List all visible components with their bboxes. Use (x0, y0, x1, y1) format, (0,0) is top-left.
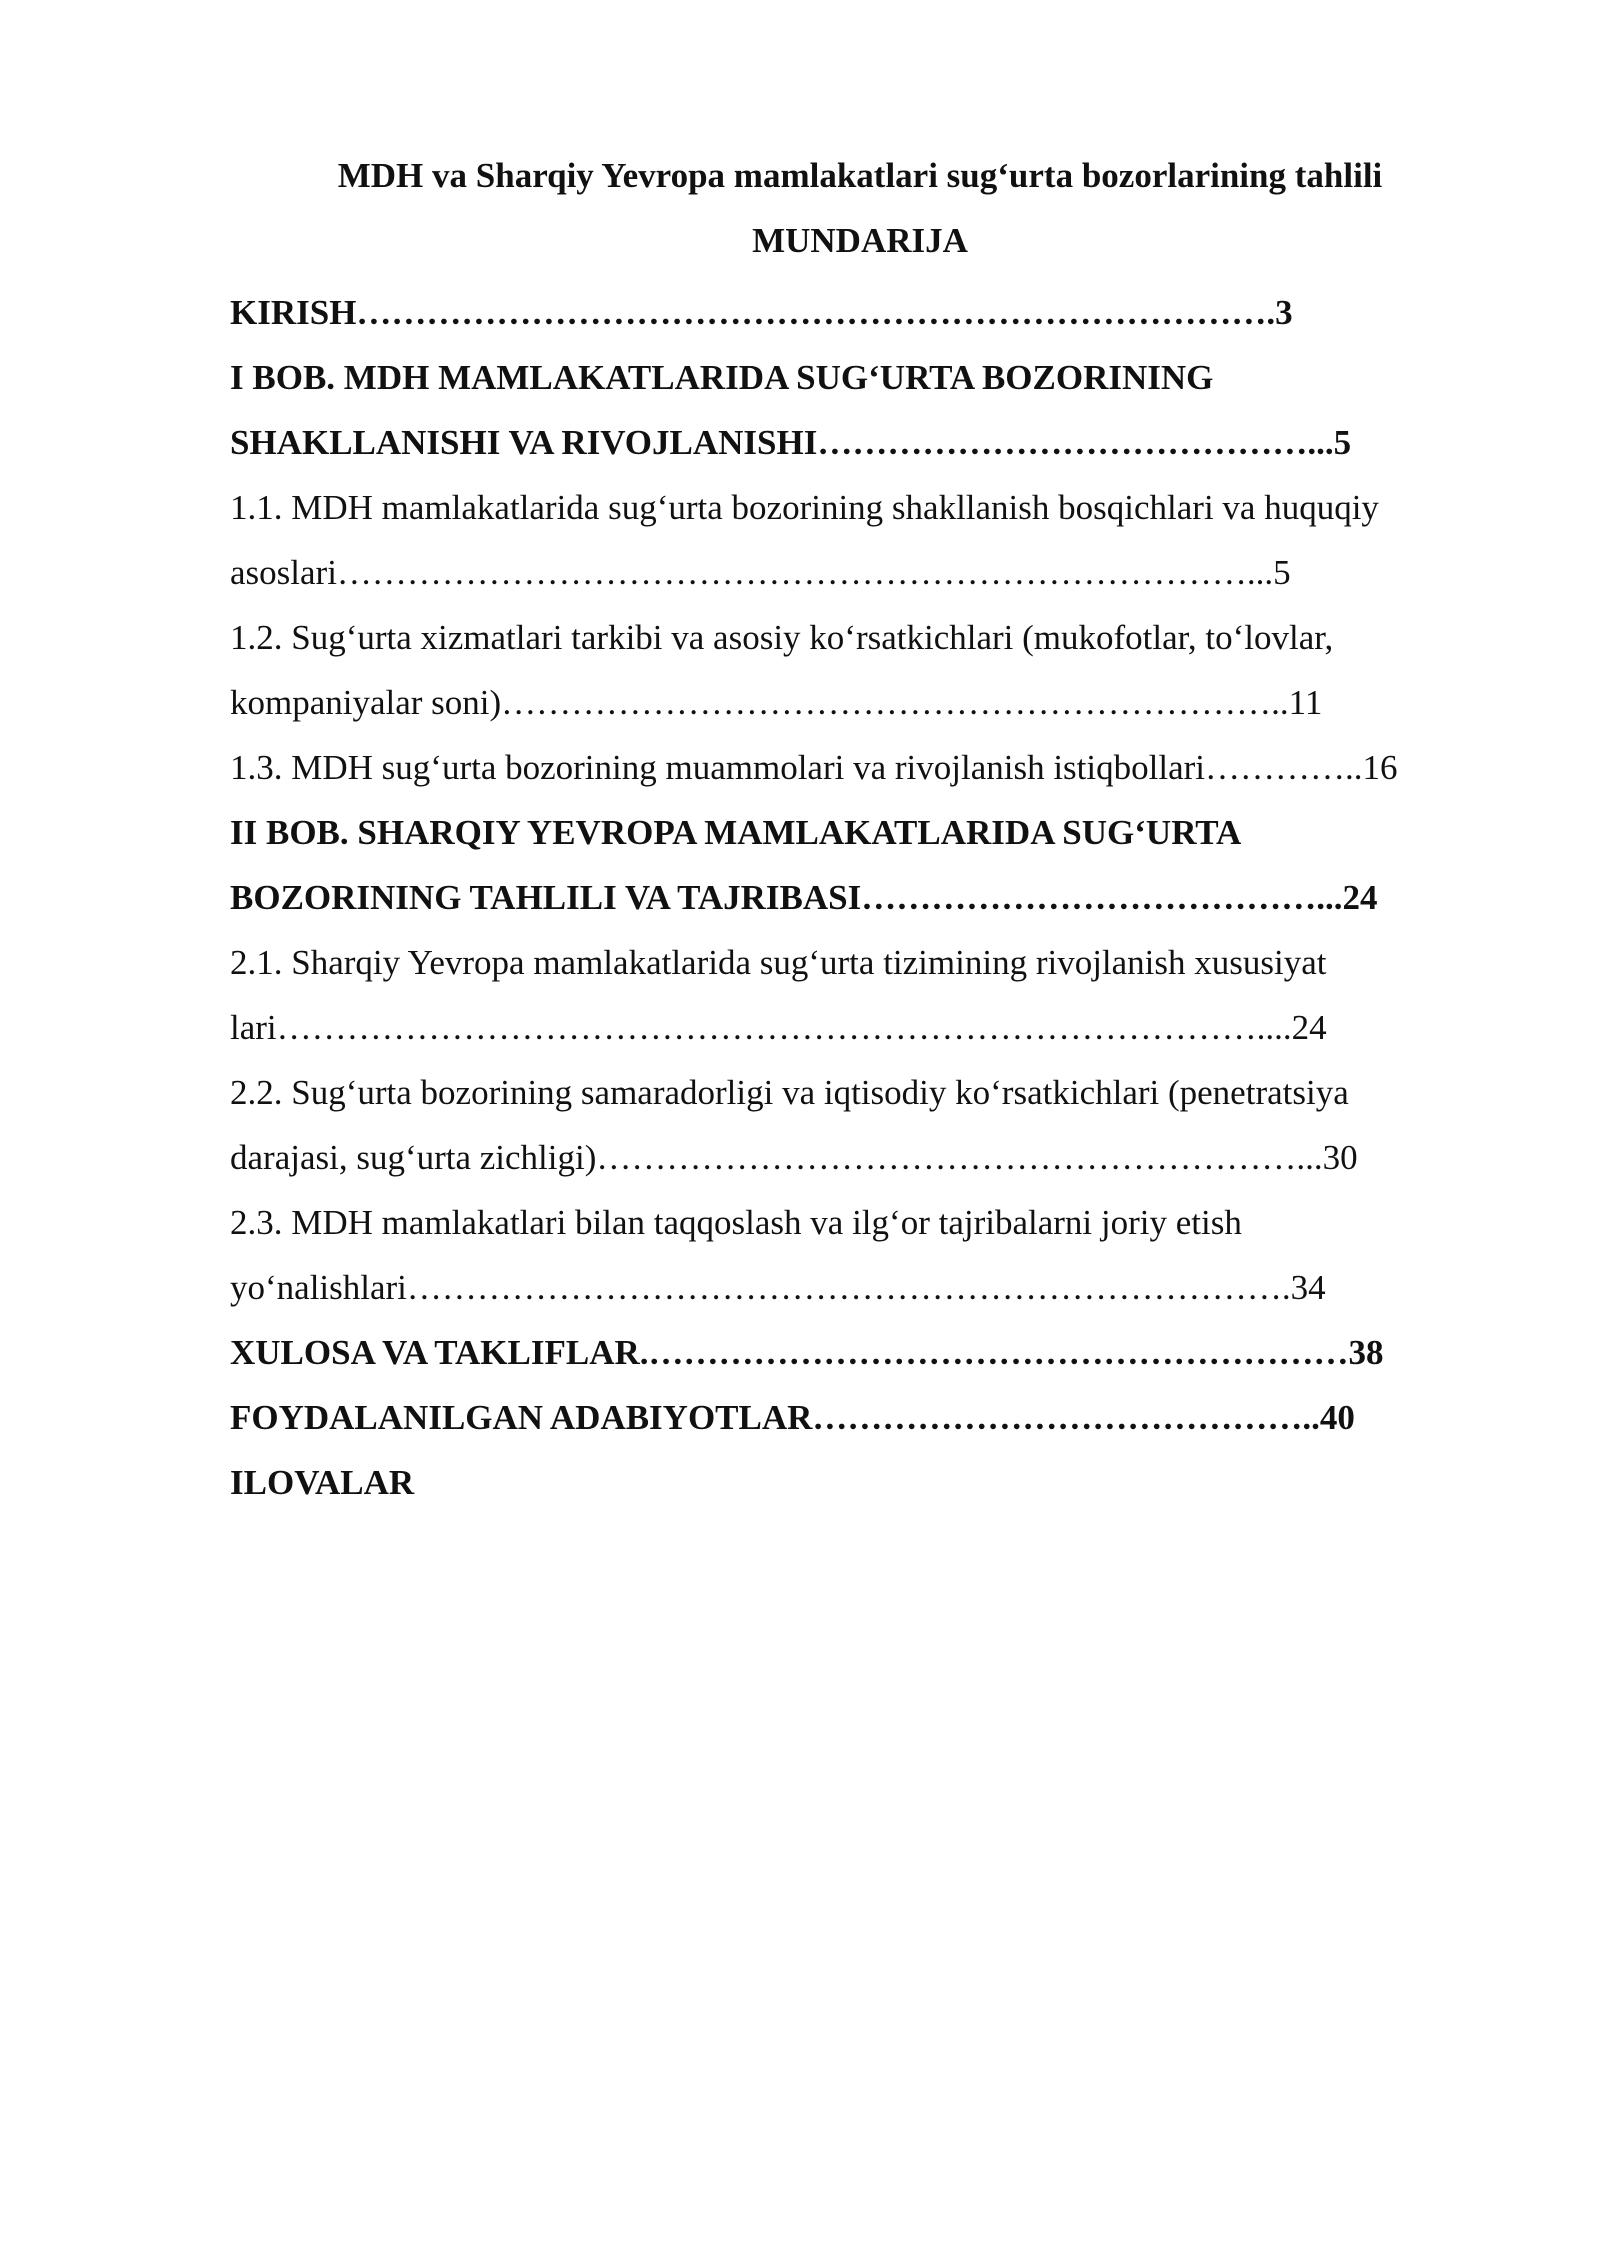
toc-line-section-1-1: 1.1. MDH mamlakatlarida sug‘urta bozorining shakllanish bosqichlari va huquqiy (230, 488, 1379, 527)
toc-line-section-1-2: 1.2. Sug‘urta xizmatlari tarkibi va asosiy ko‘rsatkichlari (mukofotlar, to‘lovlar, (230, 618, 1334, 657)
document-title: MDH va Sharqiy Yevropa mamlakatlari sug‘urta bozorlarining tahlili (337, 156, 1383, 195)
table-of-contents (230, 280, 1488, 1515)
toc-line-section-2-3-cont: yo‘nalishlari………………………………………………………………….34 (230, 1268, 1326, 1307)
toc-line-section-1-1-cont: asoslari……………………………………………………………………...5 (230, 553, 1291, 592)
toc-line-adabiyotlar: FOYDALANILGAN ADABIYOTLAR……………………………………..40 (230, 1398, 1355, 1437)
toc-line-chapter-1-title: I BOB. MDH MAMLAKATLARIDA SUG‘URTA BOZORINING (230, 358, 1214, 397)
toc-line-chapter-2-title-cont: BOZORINING TAHLILI VA TAJRIBASI…………………………………...24 (230, 878, 1378, 917)
toc-line-xulosa: XULOSA VA TAKLIFLAR.……………………………………………………38 (230, 1333, 1384, 1372)
toc-line-section-1-2-cont: kompaniyalar soni)…………………………………………………………..11 (230, 683, 1323, 722)
toc-line-section-1-3: 1.3. MDH sug‘urta bozorining muammolari va rivojlanish istiqbollari…………..16 (230, 748, 1398, 787)
toc-line-section-2-3: 2.3. MDH mamlakatlari bilan taqqoslash va ilg‘or tajribalarni joriy etish (230, 1203, 1242, 1242)
toc-line-ilovalar: ILOVALAR (230, 1463, 415, 1502)
toc-line-kirish: KIRISH…………………………………………………………………….3 (230, 293, 1293, 332)
toc-line-section-2-1-cont: lari…………………………………………………………………………....24 (230, 1008, 1327, 1047)
toc-line-section-2-1: 2.1. Sharqiy Yevropa mamlakatlarida sug‘urta tizimining rivojlanish xususiyat (230, 943, 1327, 982)
toc-heading: MUNDARIJA (752, 221, 968, 260)
toc-line-chapter-1-title-cont: SHAKLLANISHI VA RIVOJLANISHI……………………………………...5 (230, 423, 1352, 462)
toc-line-section-2-2-cont: darajasi, sug‘urta zichligi)……………………………………………………...30 (230, 1138, 1358, 1177)
toc-line-section-2-2: 2.2. Sug‘urta bozorining samaradorligi va iqtisodiy ko‘rsatkichlari (penetratsiya (230, 1073, 1349, 1112)
toc-line-chapter-2-title: II BOB. SHARQIY YEVROPA MAMLAKATLARIDA SUG‘URTA (230, 813, 1242, 852)
